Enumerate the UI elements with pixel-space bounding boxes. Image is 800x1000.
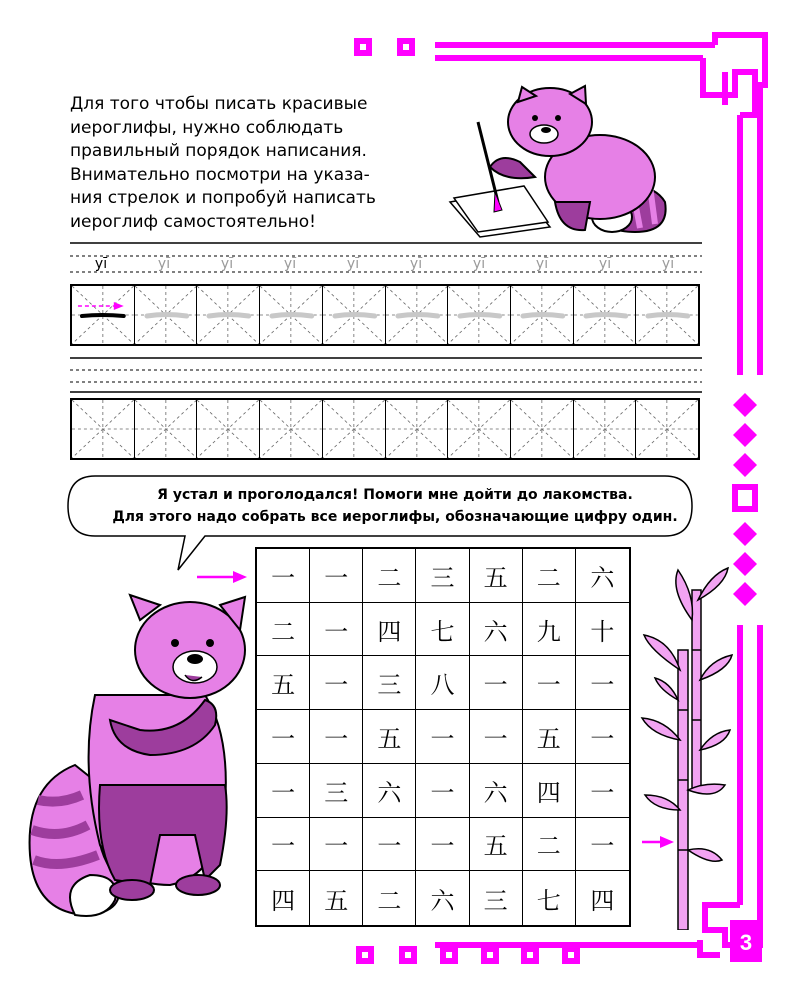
maze-cell[interactable]: 六 bbox=[470, 603, 523, 657]
frame-square bbox=[400, 41, 412, 53]
instruction-line: иероглифы, нужно соблюдать bbox=[70, 117, 344, 138]
maze-cell[interactable]: 六 bbox=[470, 764, 523, 818]
frame-diamond bbox=[733, 423, 757, 447]
instruction-line: ния стрелок и попробуй написать bbox=[70, 188, 376, 208]
cell-guide-lines bbox=[574, 400, 636, 458]
maze-cell[interactable]: 八 bbox=[416, 656, 469, 710]
practice-cell[interactable] bbox=[197, 400, 260, 458]
tracing-cell[interactable] bbox=[323, 286, 386, 344]
maze-cell[interactable]: 一 bbox=[576, 656, 629, 710]
maze-cell[interactable]: 六 bbox=[416, 871, 469, 925]
practice-cell[interactable] bbox=[574, 400, 637, 458]
maze-cell[interactable]: 五 bbox=[257, 656, 310, 710]
pinyin-label: yī bbox=[94, 256, 108, 272]
maze-cell[interactable]: 七 bbox=[523, 871, 576, 925]
maze-cell[interactable]: 一 bbox=[576, 818, 629, 872]
maze-cell[interactable]: 三 bbox=[310, 764, 363, 818]
maze-cell[interactable]: 五 bbox=[310, 871, 363, 925]
frame-diamond bbox=[733, 453, 757, 477]
hieroglyph-maze bbox=[255, 547, 631, 927]
tracing-cell[interactable] bbox=[636, 286, 698, 344]
maze-cell[interactable]: 一 bbox=[363, 818, 416, 872]
trace-stroke bbox=[197, 286, 259, 344]
trace-stroke bbox=[260, 286, 322, 344]
maze-cell[interactable]: 二 bbox=[257, 603, 310, 657]
red-panda-sitting-illustration bbox=[20, 585, 265, 925]
speech-line: Для этого надо собрать все иероглифы, обозначающие цифру один. bbox=[112, 509, 678, 525]
maze-cell[interactable]: 二 bbox=[523, 818, 576, 872]
practice-grid-row bbox=[70, 398, 700, 460]
maze-cell[interactable]: 五 bbox=[363, 710, 416, 764]
cell-guide-lines bbox=[386, 400, 448, 458]
cell-guide-lines bbox=[197, 400, 259, 458]
pinyin-trace: yī bbox=[157, 256, 171, 272]
tracing-cell[interactable] bbox=[197, 286, 260, 344]
practice-cell[interactable] bbox=[448, 400, 511, 458]
maze-cell[interactable]: 一 bbox=[310, 656, 363, 710]
maze-cell[interactable]: 一 bbox=[416, 818, 469, 872]
maze-cell[interactable]: 九 bbox=[523, 603, 576, 657]
frame-diamond bbox=[733, 393, 757, 417]
instruction-line: иероглиф самостоятельно! bbox=[70, 211, 316, 232]
tracing-cell[interactable] bbox=[260, 286, 323, 344]
maze-cell[interactable]: 五 bbox=[470, 818, 523, 872]
instruction-line: Для того чтобы писать красивые bbox=[70, 94, 368, 114]
frame-square bbox=[735, 487, 755, 509]
maze-cell[interactable]: 二 bbox=[363, 871, 416, 925]
maze-cell[interactable]: 一 bbox=[576, 710, 629, 764]
maze-cell[interactable]: 四 bbox=[590, 886, 615, 915]
instructions-text bbox=[70, 93, 418, 234]
tracing-cell[interactable] bbox=[386, 286, 449, 344]
practice-cell[interactable] bbox=[72, 400, 135, 458]
practice-cell[interactable] bbox=[386, 400, 449, 458]
pinyin-trace: yī bbox=[346, 256, 360, 272]
maze-cell[interactable]: 六 bbox=[363, 764, 416, 818]
pinyin-row bbox=[70, 250, 700, 282]
cell-guide-lines bbox=[260, 400, 322, 458]
practice-cell[interactable] bbox=[511, 400, 574, 458]
practice-cell[interactable] bbox=[323, 400, 386, 458]
frame-diamond bbox=[733, 522, 757, 546]
trace-stroke bbox=[323, 286, 385, 344]
maze-cell[interactable]: 四 bbox=[363, 603, 416, 657]
maze-cell[interactable]: 七 bbox=[416, 603, 469, 657]
maze-cell[interactable]: 四 bbox=[523, 764, 576, 818]
practice-cell[interactable] bbox=[636, 400, 698, 458]
maze-cell[interactable]: 一 bbox=[470, 710, 523, 764]
practice-cell[interactable] bbox=[260, 400, 323, 458]
maze-cell[interactable]: 一 bbox=[310, 818, 363, 872]
maze-cell[interactable]: 二 bbox=[363, 549, 416, 603]
trace-stroke bbox=[574, 286, 636, 344]
maze-cell[interactable]: 一 bbox=[416, 710, 469, 764]
trace-stroke bbox=[386, 286, 448, 344]
pinyin-trace: yī bbox=[598, 256, 612, 272]
instruction-line: Внимательно посмотри на указа- bbox=[70, 164, 370, 185]
cell-guide-lines bbox=[135, 400, 197, 458]
pinyin-trace: yī bbox=[283, 256, 297, 272]
maze-cell[interactable]: 三 bbox=[416, 549, 469, 603]
maze-cell[interactable]: 四 bbox=[257, 871, 310, 925]
maze-cell[interactable]: 一 bbox=[416, 764, 469, 818]
speech-bubble-text bbox=[85, 484, 705, 528]
maze-cell[interactable]: 一 bbox=[257, 549, 310, 603]
maze-cell[interactable]: 六 bbox=[576, 549, 629, 603]
example-stroke-cell[interactable] bbox=[72, 286, 135, 344]
maze-cell[interactable]: 一 bbox=[470, 656, 523, 710]
red-panda-painting-illustration bbox=[440, 82, 690, 242]
pinyin-trace: yī bbox=[661, 256, 675, 272]
maze-cell[interactable]: 一 bbox=[257, 764, 310, 818]
maze-cell[interactable]: 一 bbox=[257, 710, 310, 764]
maze-cell[interactable]: 三 bbox=[363, 656, 416, 710]
frame-square bbox=[357, 41, 369, 53]
trace-stroke bbox=[135, 286, 197, 344]
pinyin-trace: yī bbox=[220, 256, 234, 272]
cell-guide-lines bbox=[448, 400, 510, 458]
cell-guide-lines bbox=[636, 400, 698, 458]
frame-diamond bbox=[733, 552, 757, 576]
trace-stroke bbox=[636, 286, 698, 344]
bamboo-treat-illustration bbox=[640, 560, 735, 930]
tracing-grid-row bbox=[70, 284, 700, 346]
trace-stroke bbox=[448, 286, 510, 344]
frame-diamond bbox=[733, 582, 757, 606]
maze-cell[interactable]: 十 bbox=[576, 603, 629, 657]
maze-cell[interactable]: 一 bbox=[310, 603, 363, 657]
instruction-line: правильный порядок написания. bbox=[70, 141, 367, 161]
maze-cell[interactable]: 五 bbox=[470, 549, 523, 603]
maze-cell[interactable]: 三 bbox=[470, 871, 523, 925]
tracing-cell[interactable] bbox=[448, 286, 511, 344]
maze-cell[interactable]: 二 bbox=[523, 549, 576, 603]
pinyin-trace: yī bbox=[472, 256, 486, 272]
maze-cell[interactable]: 一 bbox=[523, 656, 576, 710]
cell-guide-lines bbox=[511, 400, 573, 458]
page-number: 3 bbox=[739, 930, 753, 955]
tracing-cell[interactable] bbox=[574, 286, 637, 344]
maze-cell[interactable]: 一 bbox=[257, 818, 310, 872]
practice-cell[interactable] bbox=[135, 400, 198, 458]
pinyin-trace: yī bbox=[409, 256, 423, 272]
maze-cell[interactable]: 一 bbox=[310, 549, 363, 603]
pinyin-trace: yī bbox=[535, 256, 549, 272]
maze-cell[interactable]: 一 bbox=[310, 710, 363, 764]
tracing-cell[interactable] bbox=[135, 286, 198, 344]
cell-guide-lines bbox=[72, 400, 134, 458]
maze-cell[interactable]: 五 bbox=[523, 710, 576, 764]
tracing-cell[interactable] bbox=[511, 286, 574, 344]
trace-stroke bbox=[511, 286, 573, 344]
speech-line: Я устал и проголодался! Помоги мне дойти до лакомства. bbox=[157, 487, 633, 503]
stroke-direction-arrow-icon bbox=[72, 286, 134, 344]
maze-cell[interactable]: 一 bbox=[576, 764, 629, 818]
cell-guide-lines bbox=[323, 400, 385, 458]
